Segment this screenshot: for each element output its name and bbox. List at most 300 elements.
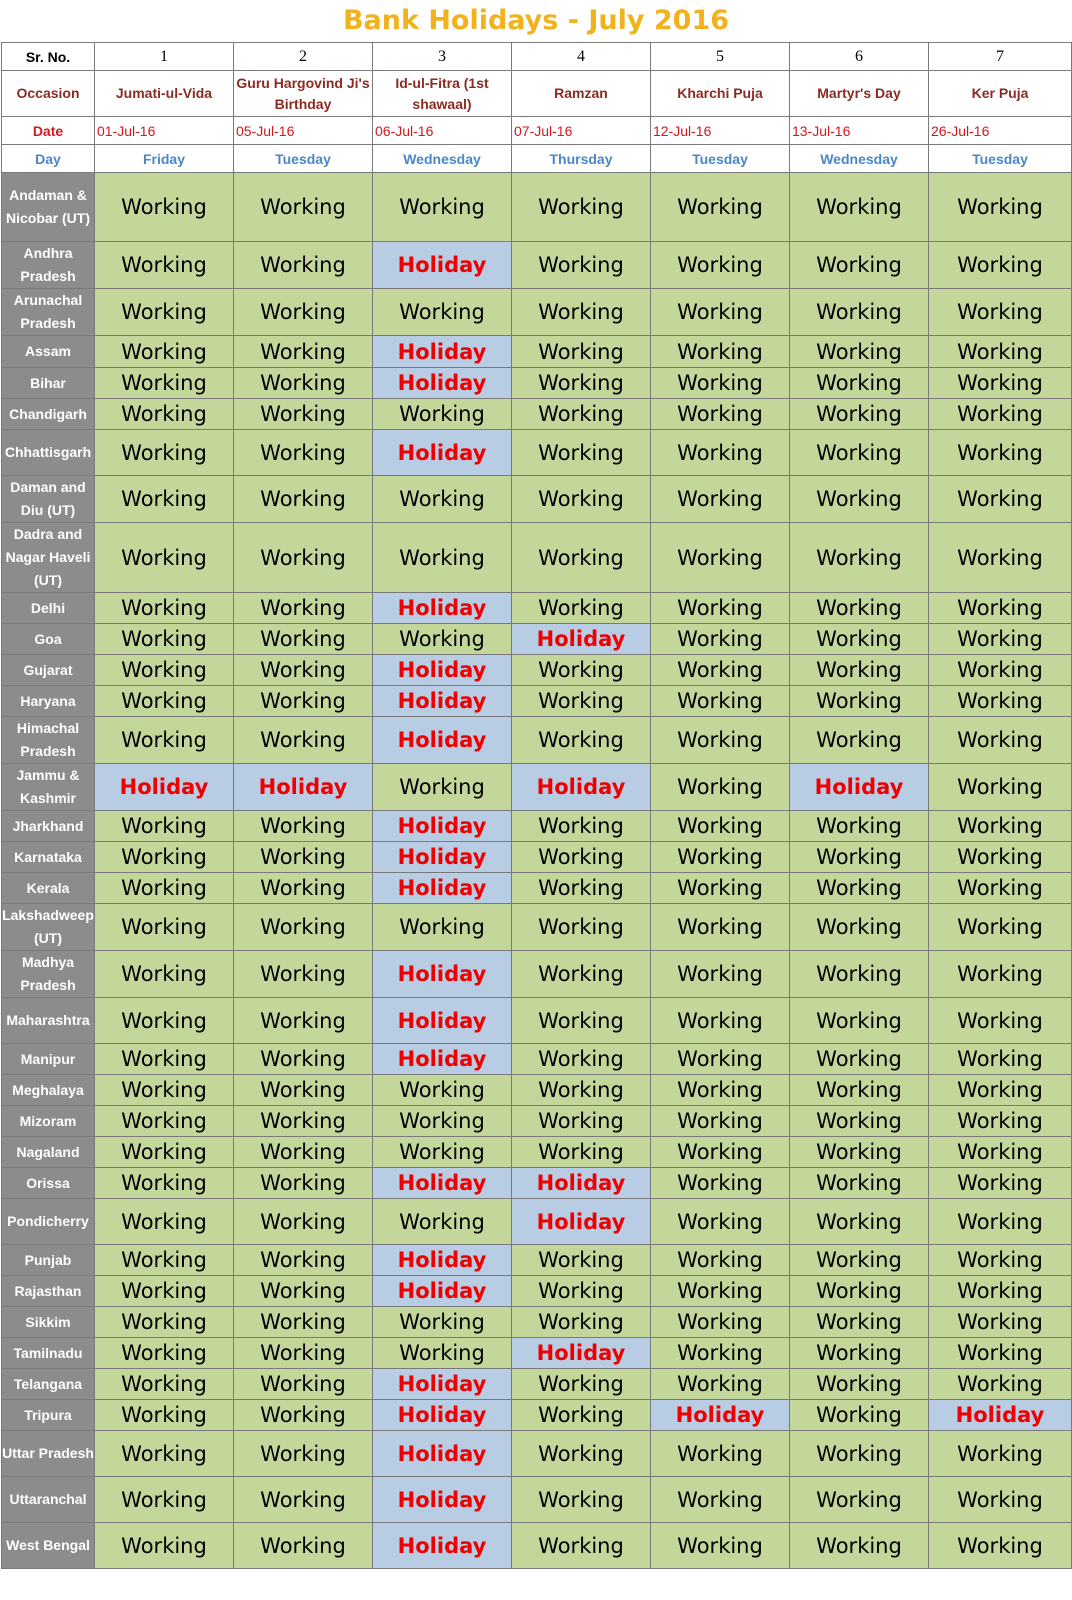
holiday-cell: Holiday	[373, 368, 512, 399]
working-cell: Working	[234, 1276, 373, 1307]
working-cell: Working	[651, 717, 790, 764]
working-cell: Working	[512, 289, 651, 336]
working-cell: Working	[512, 1137, 651, 1168]
state-name: Rajasthan	[2, 1276, 95, 1307]
working-cell: Working	[790, 336, 929, 368]
working-cell: Working	[790, 399, 929, 430]
day-cell: Thursday	[512, 145, 651, 173]
sr-no-cell: 5	[651, 43, 790, 71]
sr-no-cell: 3	[373, 43, 512, 71]
working-cell: Working	[234, 1369, 373, 1400]
working-cell: Working	[95, 336, 234, 368]
occasion-cell: Martyr's Day	[790, 71, 929, 117]
working-cell: Working	[234, 1245, 373, 1276]
working-cell: Working	[929, 430, 1072, 476]
working-cell: Working	[651, 842, 790, 873]
working-cell: Working	[234, 686, 373, 717]
holiday-cell: Holiday	[373, 811, 512, 842]
working-cell: Working	[373, 399, 512, 430]
working-cell: Working	[651, 624, 790, 655]
table-row	[2, 1276, 1072, 1307]
working-cell: Working	[929, 842, 1072, 873]
working-cell: Working	[790, 686, 929, 717]
working-cell: Working	[651, 1477, 790, 1523]
working-cell: Working	[790, 811, 929, 842]
working-cell: Working	[95, 1168, 234, 1199]
working-cell: Working	[95, 1431, 234, 1477]
table-row	[2, 476, 1072, 523]
working-cell: Working	[790, 1523, 929, 1569]
working-cell: Working	[651, 173, 790, 242]
working-cell: Working	[234, 476, 373, 523]
page-title: Bank Holidays - July 2016	[342, 5, 730, 36]
working-cell: Working	[234, 1137, 373, 1168]
day-cell: Tuesday	[651, 145, 790, 173]
state-name: Tripura	[2, 1400, 95, 1431]
state-name: Haryana	[2, 686, 95, 717]
working-cell: Working	[651, 1431, 790, 1477]
occasion-cell: Ramzan	[512, 71, 651, 117]
working-cell: Working	[790, 1307, 929, 1338]
working-cell: Working	[790, 1338, 929, 1369]
state-name: Jammu & Kashmir	[2, 764, 95, 811]
working-cell: Working	[95, 1245, 234, 1276]
table-row	[2, 1137, 1072, 1168]
working-cell: Working	[373, 1075, 512, 1106]
working-cell: Working	[95, 399, 234, 430]
table-row	[2, 1245, 1072, 1276]
working-cell: Working	[790, 842, 929, 873]
working-cell: Working	[651, 951, 790, 998]
working-cell: Working	[651, 764, 790, 811]
holiday-cell: Holiday	[373, 242, 512, 289]
working-cell: Working	[929, 1106, 1072, 1137]
working-cell: Working	[929, 523, 1072, 593]
working-cell: Working	[651, 1168, 790, 1199]
holiday-cell: Holiday	[373, 686, 512, 717]
table-row	[2, 173, 1072, 242]
working-cell: Working	[790, 242, 929, 289]
working-cell: Working	[790, 1044, 929, 1075]
working-cell: Working	[234, 1168, 373, 1199]
working-cell: Working	[929, 368, 1072, 399]
working-cell: Working	[234, 1199, 373, 1245]
working-cell: Working	[651, 368, 790, 399]
holiday-cell: Holiday	[373, 717, 512, 764]
working-cell: Working	[234, 1307, 373, 1338]
working-cell: Working	[651, 1199, 790, 1245]
working-cell: Working	[929, 399, 1072, 430]
working-cell: Working	[651, 289, 790, 336]
state-name: Telangana	[2, 1369, 95, 1400]
working-cell: Working	[95, 1338, 234, 1369]
working-cell: Working	[790, 717, 929, 764]
working-cell: Working	[512, 811, 651, 842]
state-name: Uttaranchal	[2, 1477, 95, 1523]
working-cell: Working	[512, 1075, 651, 1106]
state-name: Pondicherry	[2, 1199, 95, 1245]
state-name: Delhi	[2, 593, 95, 624]
day-label: Day	[2, 145, 95, 173]
state-name: Goa	[2, 624, 95, 655]
day-cell: Tuesday	[234, 145, 373, 173]
working-cell: Working	[95, 717, 234, 764]
working-cell: Working	[95, 998, 234, 1044]
working-cell: Working	[95, 1137, 234, 1168]
holiday-cell: Holiday	[234, 764, 373, 811]
table-row	[2, 336, 1072, 368]
holiday-cell: Holiday	[373, 1276, 512, 1307]
working-cell: Working	[512, 523, 651, 593]
working-cell: Working	[95, 1044, 234, 1075]
working-cell: Working	[790, 1106, 929, 1137]
working-cell: Working	[95, 1307, 234, 1338]
working-cell: Working	[790, 1477, 929, 1523]
working-cell: Working	[95, 811, 234, 842]
working-cell: Working	[95, 951, 234, 998]
working-cell: Working	[790, 1075, 929, 1106]
holiday-cell: Holiday	[95, 764, 234, 811]
holiday-cell: Holiday	[373, 1245, 512, 1276]
holiday-cell: Holiday	[373, 998, 512, 1044]
holiday-cell: Holiday	[373, 336, 512, 368]
holiday-cell: Holiday	[512, 1168, 651, 1199]
working-cell: Working	[234, 873, 373, 904]
working-cell: Working	[651, 430, 790, 476]
working-cell: Working	[790, 1245, 929, 1276]
working-cell: Working	[95, 873, 234, 904]
working-cell: Working	[234, 1523, 373, 1569]
working-cell: Working	[929, 1245, 1072, 1276]
state-name: Nagaland	[2, 1137, 95, 1168]
holiday-cell: Holiday	[512, 1338, 651, 1369]
working-cell: Working	[234, 951, 373, 998]
working-cell: Working	[929, 717, 1072, 764]
date-cell: 07-Jul-16	[512, 117, 651, 145]
working-cell: Working	[651, 1075, 790, 1106]
working-cell: Working	[929, 1431, 1072, 1477]
state-name: Himachal Pradesh	[2, 717, 95, 764]
working-cell: Working	[790, 998, 929, 1044]
working-cell: Working	[95, 368, 234, 399]
holiday-cell: Holiday	[373, 1523, 512, 1569]
working-cell: Working	[790, 1400, 929, 1431]
state-name: Jharkhand	[2, 811, 95, 842]
working-cell: Working	[651, 873, 790, 904]
working-cell: Working	[373, 173, 512, 242]
working-cell: Working	[95, 523, 234, 593]
working-cell: Working	[95, 842, 234, 873]
state-name: Mizoram	[2, 1106, 95, 1137]
state-name: Tamilnadu	[2, 1338, 95, 1369]
working-cell: Working	[790, 430, 929, 476]
working-cell: Working	[651, 1245, 790, 1276]
working-cell: Working	[512, 336, 651, 368]
date-cell: 01-Jul-16	[95, 117, 234, 145]
working-cell: Working	[790, 655, 929, 686]
working-cell: Working	[95, 655, 234, 686]
holiday-cell: Holiday	[512, 1199, 651, 1245]
working-cell: Working	[790, 523, 929, 593]
working-cell: Working	[95, 242, 234, 289]
working-cell: Working	[234, 430, 373, 476]
table-row	[2, 764, 1072, 811]
working-cell: Working	[95, 476, 234, 523]
date-cell: 06-Jul-16	[373, 117, 512, 145]
working-cell: Working	[234, 289, 373, 336]
working-cell: Working	[512, 476, 651, 523]
working-cell: Working	[95, 624, 234, 655]
working-cell: Working	[790, 951, 929, 998]
date-cell: 12-Jul-16	[651, 117, 790, 145]
table-row	[2, 1106, 1072, 1137]
working-cell: Working	[512, 1369, 651, 1400]
holiday-cell: Holiday	[373, 1044, 512, 1075]
working-cell: Working	[512, 1523, 651, 1569]
working-cell: Working	[929, 336, 1072, 368]
state-name: Gujarat	[2, 655, 95, 686]
holiday-cell: Holiday	[373, 951, 512, 998]
holiday-cell: Holiday	[373, 1369, 512, 1400]
holiday-cell: Holiday	[373, 873, 512, 904]
working-cell: Working	[373, 476, 512, 523]
holiday-cell: Holiday	[929, 1400, 1072, 1431]
holiday-cell: Holiday	[373, 842, 512, 873]
state-name: Lakshadweep (UT)	[2, 904, 95, 951]
working-cell: Working	[373, 904, 512, 951]
working-cell: Working	[790, 873, 929, 904]
working-cell: Working	[95, 1075, 234, 1106]
working-cell: Working	[651, 336, 790, 368]
working-cell: Working	[651, 476, 790, 523]
working-cell: Working	[95, 1400, 234, 1431]
working-cell: Working	[512, 1276, 651, 1307]
table-row	[2, 523, 1072, 593]
holiday-table	[1, 42, 1072, 1569]
working-cell: Working	[512, 593, 651, 624]
working-cell: Working	[651, 998, 790, 1044]
working-cell: Working	[651, 523, 790, 593]
state-name: Karnataka	[2, 842, 95, 873]
working-cell: Working	[234, 593, 373, 624]
working-cell: Working	[790, 1168, 929, 1199]
working-cell: Working	[512, 1400, 651, 1431]
table-row	[2, 242, 1072, 289]
working-cell: Working	[95, 430, 234, 476]
table-row	[2, 1477, 1072, 1523]
working-cell: Working	[790, 173, 929, 242]
table-row	[2, 873, 1072, 904]
state-name: Chhattisgarh	[2, 430, 95, 476]
state-name: Manipur	[2, 1044, 95, 1075]
table-row	[2, 842, 1072, 873]
table-row	[2, 1044, 1072, 1075]
working-cell: Working	[234, 399, 373, 430]
working-cell: Working	[234, 1338, 373, 1369]
working-cell: Working	[651, 1338, 790, 1369]
working-cell: Working	[234, 1044, 373, 1075]
working-cell: Working	[512, 242, 651, 289]
date-cell: 13-Jul-16	[790, 117, 929, 145]
working-cell: Working	[790, 476, 929, 523]
sr-no-cell: 6	[790, 43, 929, 71]
working-cell: Working	[651, 811, 790, 842]
working-cell: Working	[651, 1276, 790, 1307]
working-cell: Working	[234, 1075, 373, 1106]
table-row	[2, 904, 1072, 951]
working-cell: Working	[234, 904, 373, 951]
occasion-cell: Jumati-ul-Vida	[95, 71, 234, 117]
working-cell: Working	[929, 1168, 1072, 1199]
working-cell: Working	[234, 173, 373, 242]
table-row	[2, 624, 1072, 655]
table-row	[2, 289, 1072, 336]
working-cell: Working	[234, 842, 373, 873]
working-cell: Working	[95, 686, 234, 717]
occasion-cell: Kharchi Puja	[651, 71, 790, 117]
working-cell: Working	[234, 368, 373, 399]
state-name: Chandigarh	[2, 399, 95, 430]
working-cell: Working	[790, 1199, 929, 1245]
working-cell: Working	[373, 1137, 512, 1168]
working-cell: Working	[651, 593, 790, 624]
table-row	[2, 1075, 1072, 1106]
working-cell: Working	[234, 242, 373, 289]
state-name: Kerala	[2, 873, 95, 904]
sr-no-cell: 4	[512, 43, 651, 71]
working-cell: Working	[512, 173, 651, 242]
state-name: Assam	[2, 336, 95, 368]
working-cell: Working	[929, 998, 1072, 1044]
holiday-cell: Holiday	[373, 655, 512, 686]
date-cell: 26-Jul-16	[929, 117, 1072, 145]
holiday-cell: Holiday	[373, 593, 512, 624]
working-cell: Working	[651, 1523, 790, 1569]
working-cell: Working	[929, 951, 1072, 998]
holiday-cell: Holiday	[512, 764, 651, 811]
date-cell: 05-Jul-16	[234, 117, 373, 145]
working-cell: Working	[929, 904, 1072, 951]
working-cell: Working	[651, 1307, 790, 1338]
state-name: Dadra and Nagar Haveli (UT)	[2, 523, 95, 593]
date-row	[2, 117, 1072, 145]
working-cell: Working	[929, 1276, 1072, 1307]
working-cell: Working	[95, 289, 234, 336]
working-cell: Working	[512, 399, 651, 430]
working-cell: Working	[929, 1044, 1072, 1075]
working-cell: Working	[512, 1307, 651, 1338]
working-cell: Working	[95, 173, 234, 242]
working-cell: Working	[234, 655, 373, 686]
working-cell: Working	[790, 593, 929, 624]
sr-no-label: Sr. No.	[2, 43, 95, 71]
working-cell: Working	[95, 1369, 234, 1400]
working-cell: Working	[512, 430, 651, 476]
working-cell: Working	[234, 523, 373, 593]
working-cell: Working	[929, 593, 1072, 624]
working-cell: Working	[512, 1431, 651, 1477]
working-cell: Working	[929, 1477, 1072, 1523]
table-row	[2, 368, 1072, 399]
working-cell: Working	[790, 1276, 929, 1307]
working-cell: Working	[929, 1523, 1072, 1569]
working-cell: Working	[95, 1477, 234, 1523]
table-row	[2, 951, 1072, 998]
working-cell: Working	[512, 873, 651, 904]
day-cell: Wednesday	[790, 145, 929, 173]
state-name: West Bengal	[2, 1523, 95, 1569]
state-name: Uttar Pradesh	[2, 1431, 95, 1477]
working-cell: Working	[234, 336, 373, 368]
state-rows	[2, 173, 1072, 1569]
working-cell: Working	[95, 1523, 234, 1569]
holiday-cell: Holiday	[790, 764, 929, 811]
working-cell: Working	[651, 1137, 790, 1168]
sr-no-cell: 1	[95, 43, 234, 71]
working-cell: Working	[929, 173, 1072, 242]
holiday-cell: Holiday	[512, 624, 651, 655]
date-label: Date	[2, 117, 95, 145]
day-cell: Wednesday	[373, 145, 512, 173]
working-cell: Working	[929, 1338, 1072, 1369]
working-cell: Working	[512, 1245, 651, 1276]
working-cell: Working	[651, 1044, 790, 1075]
table-row	[2, 399, 1072, 430]
working-cell: Working	[651, 1369, 790, 1400]
working-cell: Working	[234, 998, 373, 1044]
table-row	[2, 1199, 1072, 1245]
working-cell: Working	[929, 811, 1072, 842]
working-cell: Working	[512, 717, 651, 764]
working-cell: Working	[929, 624, 1072, 655]
holiday-cell: Holiday	[373, 430, 512, 476]
working-cell: Working	[790, 904, 929, 951]
working-cell: Working	[373, 1199, 512, 1245]
day-cell: Tuesday	[929, 145, 1072, 173]
state-name: Sikkim	[2, 1307, 95, 1338]
table-row	[2, 655, 1072, 686]
state-name: Maharashtra	[2, 998, 95, 1044]
working-cell: Working	[790, 368, 929, 399]
working-cell: Working	[929, 686, 1072, 717]
working-cell: Working	[929, 764, 1072, 811]
working-cell: Working	[512, 368, 651, 399]
working-cell: Working	[234, 1106, 373, 1137]
working-cell: Working	[929, 1199, 1072, 1245]
state-name: Madhya Pradesh	[2, 951, 95, 998]
working-cell: Working	[651, 242, 790, 289]
working-cell: Working	[512, 1044, 651, 1075]
working-cell: Working	[373, 624, 512, 655]
working-cell: Working	[651, 655, 790, 686]
table-row	[2, 593, 1072, 624]
holiday-cell: Holiday	[651, 1400, 790, 1431]
table-row	[2, 998, 1072, 1044]
table-row	[2, 430, 1072, 476]
working-cell: Working	[929, 1307, 1072, 1338]
holiday-cell: Holiday	[373, 1431, 512, 1477]
working-cell: Working	[790, 1137, 929, 1168]
holiday-cell: Holiday	[373, 1400, 512, 1431]
working-cell: Working	[234, 717, 373, 764]
working-cell: Working	[95, 904, 234, 951]
working-cell: Working	[512, 686, 651, 717]
working-cell: Working	[929, 1075, 1072, 1106]
sr-no-cell: 7	[929, 43, 1072, 71]
working-cell: Working	[95, 593, 234, 624]
working-cell: Working	[929, 242, 1072, 289]
occasion-row	[2, 71, 1072, 117]
